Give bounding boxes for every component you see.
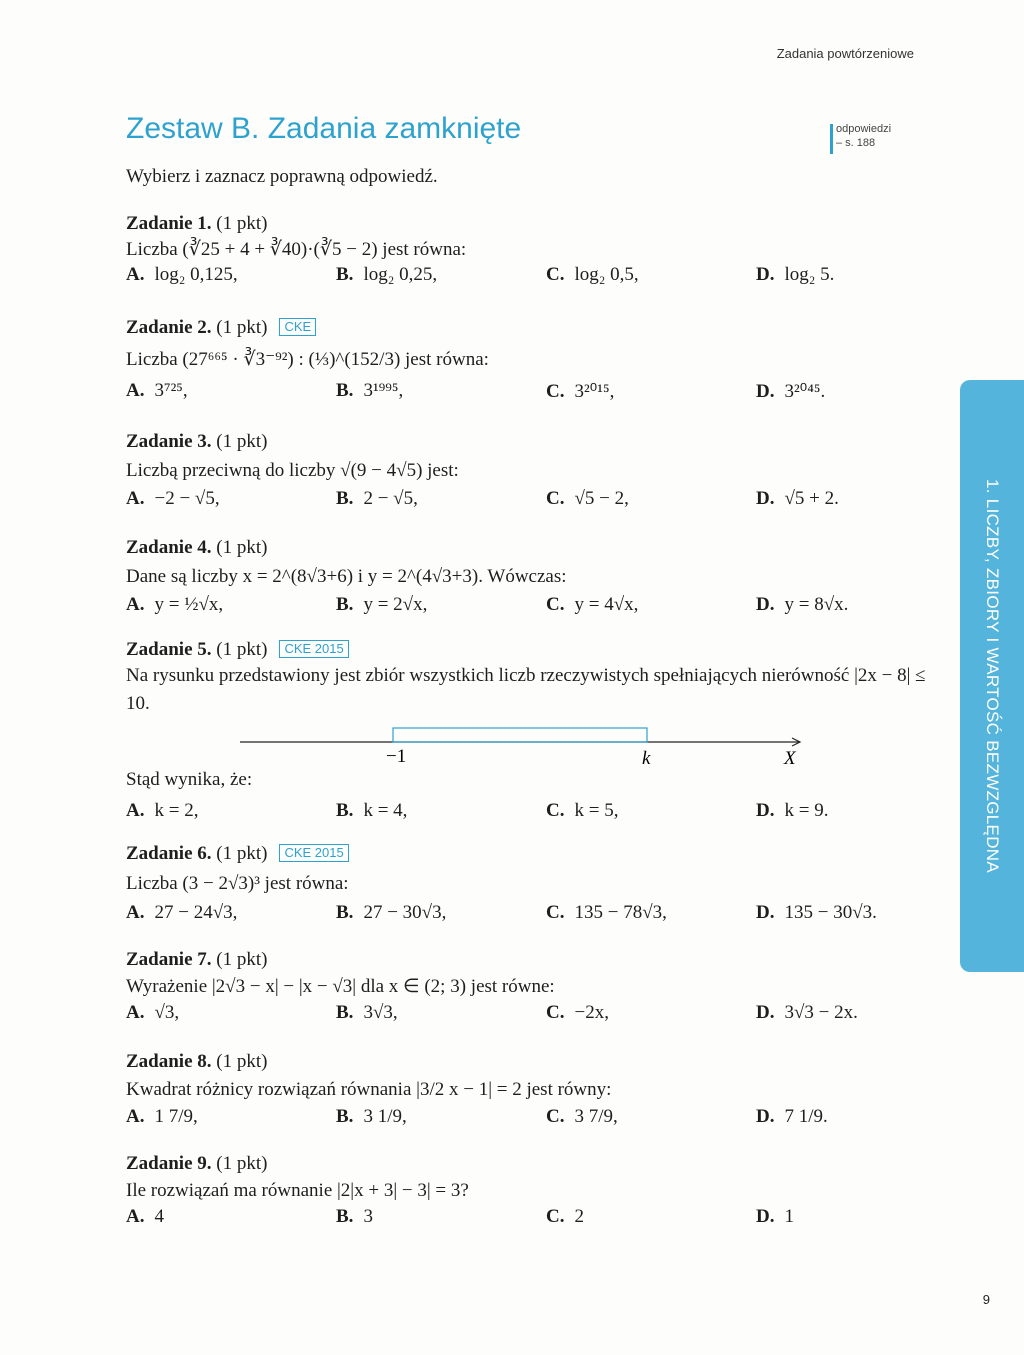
option-c[interactable]: C. −2x,: [546, 1002, 609, 1023]
task-9: [126, 1152, 926, 1236]
task-question: Kwadrat różnicy rozwiązań równania |3/2 x − 1| = 2 jest równy:: [126, 1079, 612, 1100]
option-b[interactable]: B. 3√3,: [336, 1002, 398, 1023]
task-title: Zadanie 8.: [126, 1051, 212, 1072]
option-c[interactable]: C. 3 7/9,: [546, 1106, 618, 1127]
task-3: [126, 430, 926, 518]
option-a[interactable]: A. 4: [126, 1206, 164, 1227]
cke-badge: CKE 2015: [279, 640, 348, 658]
answer-options: [126, 488, 926, 518]
option-c[interactable]: C. y = 4√x,: [546, 594, 639, 615]
task-points: (1 pkt): [216, 213, 268, 234]
option-a[interactable]: A. y = ½√x,: [126, 594, 224, 615]
task-points: (1 pkt): [216, 1153, 268, 1174]
axis-label: X: [784, 748, 796, 769]
cke-badge: CKE: [279, 318, 316, 336]
option-b[interactable]: B. 3: [336, 1206, 373, 1227]
option-b[interactable]: B. 3¹⁹⁹⁵,: [336, 380, 404, 401]
answer-options: [126, 902, 926, 932]
task-question: Liczba (∛25 + 4 + ∛40)·(∛5 − 2) jest równa:: [126, 239, 467, 260]
task-question: Liczbą przeciwną do liczby √(9 − 4√5) jest:: [126, 460, 459, 481]
option-a[interactable]: A. log₂ 0,125,: [126, 264, 238, 285]
answer-options: [126, 800, 926, 830]
answer-options: [126, 594, 926, 624]
option-d[interactable]: D. 3²⁰⁴⁵.: [756, 381, 826, 402]
task-5: [126, 638, 926, 718]
option-b[interactable]: B. 27 − 30√3,: [336, 902, 447, 923]
option-c[interactable]: C. log₂ 0,5,: [546, 264, 639, 285]
task-2: [126, 316, 926, 410]
task-8: [126, 1050, 926, 1136]
number-line: [240, 720, 810, 770]
option-d[interactable]: D. 7 1/9.: [756, 1106, 828, 1127]
task-points: (1 pkt): [216, 1051, 268, 1072]
answer-options: [126, 264, 926, 294]
option-d[interactable]: D. log₂ 5.: [756, 264, 835, 285]
option-c[interactable]: C. 2: [546, 1206, 584, 1227]
option-a[interactable]: A. k = 2,: [126, 800, 199, 821]
cke-badge: CKE 2015: [279, 844, 348, 862]
running-header: Zadania powtórzeniowe: [776, 46, 914, 61]
task-5-answers: [126, 766, 926, 830]
option-d[interactable]: D. k = 9.: [756, 800, 829, 821]
chapter-side-tab: [960, 380, 1024, 972]
task-points: (1 pkt): [216, 431, 268, 452]
option-b[interactable]: B. 3 1/9,: [336, 1106, 407, 1127]
answers-reference-line2: – s. 188: [836, 137, 876, 149]
task-question: Ile rozwiązań ma równanie |2|x + 3| − 3| = 3?: [126, 1180, 469, 1201]
task-question: Dane są liczby x = 2^(8√3+6) i y = 2^(4√3+3). Wówczas:: [126, 566, 567, 587]
instructions: Wybierz i zaznacz poprawną odpowiedź.: [126, 166, 438, 187]
option-d[interactable]: D. 1: [756, 1206, 794, 1227]
task-title: Zadanie 2.: [126, 317, 212, 338]
task-points: (1 pkt): [216, 317, 268, 338]
option-d[interactable]: D. √5 + 2.: [756, 488, 839, 509]
task-1: [126, 212, 926, 294]
answer-options: [126, 1106, 926, 1136]
option-b[interactable]: B. k = 4,: [336, 800, 408, 821]
task-question: Liczba (27⁶⁶⁵ · ∛3⁻⁹²) : (⅓)^(152/3) jest równa:: [126, 349, 489, 370]
task-points: (1 pkt): [216, 843, 268, 864]
answers-reference-line1: odpowiedzi: [836, 123, 892, 135]
section-title: Zestaw B. Zadania zamknięte: [126, 112, 522, 145]
page-number: 9: [982, 1292, 990, 1307]
option-c[interactable]: C. 135 − 78√3,: [546, 902, 667, 923]
task-title: Zadanie 9.: [126, 1153, 212, 1174]
option-a[interactable]: A. 27 − 24√3,: [126, 902, 238, 923]
task-points: (1 pkt): [216, 639, 268, 660]
chapter-side-tab-label: 1. LICZBY, ZBIORY I WARTOŚĆ BEZWZGLĘDNA: [983, 479, 1002, 873]
task-conclusion: Stąd wynika, że:: [126, 769, 253, 790]
option-d[interactable]: D. y = 8√x.: [756, 594, 849, 615]
task-7: [126, 948, 926, 1032]
task-question: Liczba (3 − 2√3)³ jest równa:: [126, 873, 349, 894]
task-points: (1 pkt): [216, 949, 268, 970]
task-title: Zadanie 3.: [126, 431, 212, 452]
task-title: Zadanie 5.: [126, 639, 212, 660]
interval-bracket: [393, 728, 647, 742]
right-endpoint-label: k: [642, 748, 651, 769]
task-question: Na rysunku przedstawiony jest zbiór wszystkich liczb rzeczywistych spełniających nierówność |2x − 8| ≤ 10.: [126, 665, 926, 714]
option-c[interactable]: C. k = 5,: [546, 800, 619, 821]
option-d[interactable]: D. 135 − 30√3.: [756, 902, 877, 923]
option-a[interactable]: A. 3⁷²⁵,: [126, 380, 188, 401]
answers-reference: [836, 122, 891, 150]
task-question: Wyrażenie |2√3 − x| − |x − √3| dla x ∈ (2; 3) jest równe:: [126, 976, 555, 997]
task-points: (1 pkt): [216, 537, 268, 558]
task-4: [126, 536, 926, 624]
option-c[interactable]: C. 3²⁰¹⁵,: [546, 381, 615, 402]
left-endpoint-label: −1: [386, 746, 407, 767]
option-c[interactable]: C. √5 − 2,: [546, 488, 629, 509]
option-d[interactable]: D. 3√3 − 2x.: [756, 1002, 858, 1023]
task-title: Zadanie 1.: [126, 213, 212, 234]
option-a[interactable]: A. −2 − √5,: [126, 488, 220, 509]
task-title: Zadanie 4.: [126, 537, 212, 558]
answer-options: [126, 1002, 926, 1032]
option-b[interactable]: B. log₂ 0,25,: [336, 264, 438, 285]
task-6: [126, 842, 926, 932]
answers-reference-marker: [830, 124, 833, 154]
option-a[interactable]: A. √3,: [126, 1002, 180, 1023]
task-title: Zadanie 6.: [126, 843, 212, 864]
answer-options: [126, 1206, 926, 1236]
option-a[interactable]: A. 1 7/9,: [126, 1106, 198, 1127]
task-title: Zadanie 7.: [126, 949, 212, 970]
answer-options: [126, 380, 926, 410]
option-b[interactable]: B. y = 2√x,: [336, 594, 428, 615]
option-b[interactable]: B. 2 − √5,: [336, 488, 418, 509]
